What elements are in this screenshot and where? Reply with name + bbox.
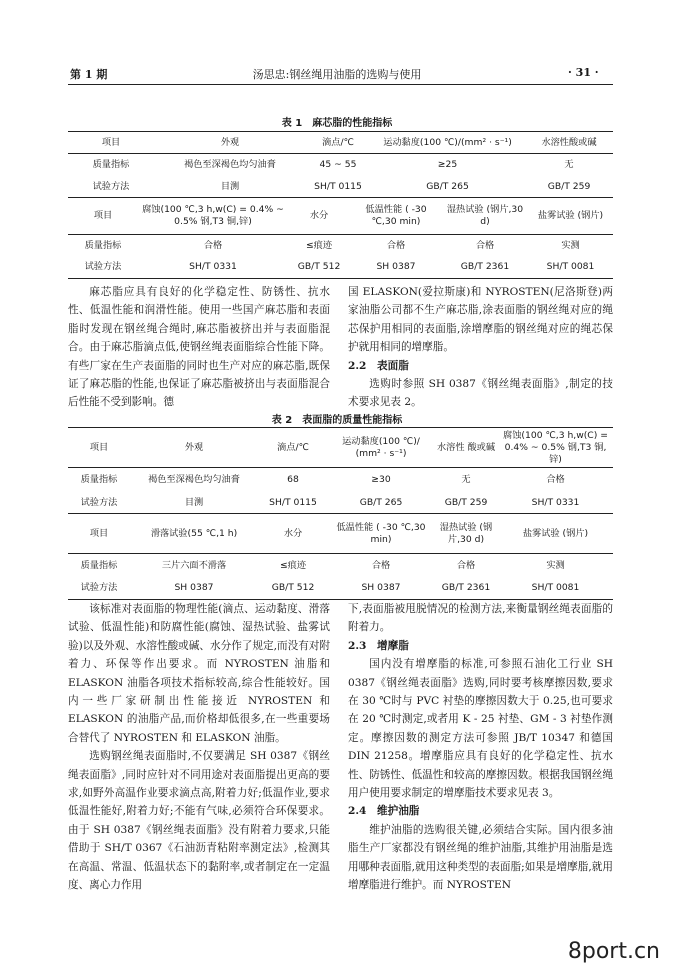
- table-cell: 滴点/℃: [258, 428, 328, 468]
- table-cell: 质量指标: [92, 158, 130, 170]
- table-cell: 合格: [203, 239, 223, 251]
- table1-header-row: [68, 132, 613, 154]
- table-row: [68, 492, 613, 514]
- table-cell: 腐蚀(100 ℃,3 h,w(C) = 0.4% ~ 0.5% 钢,T3 铜,锌): [138, 198, 288, 235]
- table-cell: 滑落试验(55 ℃,1 h): [130, 514, 258, 554]
- table2-part2: [68, 513, 613, 600]
- table-cell: GB/T 265: [359, 496, 403, 508]
- section-heading-2-3: 2.3 增摩脂: [348, 639, 409, 652]
- table-cell: 滴点/℃: [306, 132, 370, 154]
- table2-header-row-2: [68, 514, 613, 554]
- body-paragraph-right: [348, 283, 613, 412]
- table-cell: 腐蚀(100 ℃,3 h,w(C) = 0.4% ~ 0.5% 钢,T3 铜,锌): [498, 428, 613, 468]
- table-cell: ≤痕迹: [279, 559, 307, 571]
- table-cell: 无: [564, 158, 574, 170]
- table-row: [68, 257, 613, 279]
- table-cell: 盐雾试验 (钢片): [498, 514, 613, 554]
- table-cell: 无: [461, 473, 471, 485]
- table-cell: ≥25: [437, 158, 458, 170]
- table-cell: 运动黏度(100 ℃)/ (mm² · s⁻¹): [328, 428, 434, 468]
- table-cell: 项目: [68, 428, 130, 468]
- paragraph: 维护油脂的选购很关键,必须结合实际。国内很多油脂生产厂家都没有钢丝绳的维护油脂,其维护用油脂是选用哪种表面脂,就用这种类型的表面脂;如果是增摩脂,就用增摩脂进行维护。而 NYROSTEN: [348, 823, 613, 892]
- issue-number: 第 1 期: [70, 68, 108, 81]
- table1-caption: 表 1 麻芯脂的性能指标: [281, 118, 393, 129]
- table-cell: 褐色至深褐色均匀油膏: [184, 158, 276, 170]
- table-cell: SH 0387: [130, 578, 258, 600]
- table-cell: 项目: [68, 132, 154, 154]
- paragraph: 选购时参照 SH 0387《钢丝绳表面脂》,制定的技术要求见表 2。: [348, 378, 613, 409]
- table-cell: 45 ~ 55: [319, 158, 357, 170]
- table2-header-row: [68, 428, 613, 468]
- table-cell: 合格: [371, 559, 391, 571]
- table-cell: 合格: [546, 473, 565, 485]
- table-cell: 水分: [258, 514, 328, 554]
- table1-part2: [68, 197, 613, 279]
- table-cell: 试验方法: [68, 257, 138, 279]
- table-cell: SH 0387: [328, 578, 434, 600]
- table-cell: 湿热试验 (钢片,30 d): [442, 198, 528, 235]
- watermark: 8port.cn: [567, 939, 660, 964]
- table-cell: 低温性能 ( -30 ℃,30 min): [328, 514, 434, 554]
- table-cell: ≤痕迹: [305, 239, 333, 251]
- header-rule: [68, 84, 613, 85]
- table-cell: 合格: [456, 559, 476, 571]
- table-cell: 目测: [184, 496, 204, 508]
- table-cell: 项目: [68, 514, 130, 554]
- table-cell: 运动黏度(100 ℃)/(mm² · s⁻¹): [370, 132, 525, 154]
- table-row: [68, 468, 613, 492]
- table-cell: 质量指标: [80, 559, 118, 571]
- table-cell: 实测: [561, 239, 580, 251]
- table-cell: 合格: [475, 239, 495, 251]
- paragraph: 国内没有增摩脂的标准,可参照石油化工行业 SH 0387《钢丝绳表面脂》选购,同时要考核摩擦因数,要求在 30 ℃时与 PVC 衬垫的摩擦因数大于 0.25,也可要求在 20 ℃时测定,或者用 K - 25 衬垫、GM - 3 衬垫作测定。摩擦因数的测定方法可参照 JB/T 10347 和德国 DIN 21258。增摩脂应具有良好的化学稳定性、抗水性、防锈性、低温性和较高的摩擦因数。根据我国钢丝绳用户使用要求制定的增摩脂技术要求见表 3。: [348, 658, 613, 800]
- table-row: [68, 154, 613, 176]
- table-cell: 试验方法: [68, 578, 130, 600]
- paragraph: 麻芯脂应具有良好的化学稳定性、防锈性、抗水性、低温性能和润滑性能。使用一些国产麻芯脂和表面脂时发现在钢丝绳合绳时,麻芯脂被挤出并与表面脂混合。由于麻芯脂滴点低,使钢丝绳表面脂综合性能下降。有些厂家在生产表面脂的同时也生产对应的麻芯脂,既保证了麻芯脂的性能,也保证了麻芯脂被挤出与表面脂混合后性能不受到影响。德: [68, 286, 330, 409]
- table-cell: 合格: [386, 239, 406, 251]
- table-cell: 目测: [220, 180, 240, 192]
- table-cell: 试验方法: [92, 180, 130, 192]
- section-heading-2-2: 2.2 表面脂: [348, 359, 409, 372]
- table-cell: SH/T 0115: [314, 180, 362, 192]
- table2: [68, 427, 613, 514]
- table-cell: SH/T 0115: [269, 496, 317, 508]
- table-cell: 68: [287, 473, 299, 485]
- table-cell: 水溶性 酸或碱: [434, 428, 498, 468]
- table-cell: 三片六面不滑落: [161, 559, 227, 571]
- table-cell: SH/T 0331: [531, 496, 580, 508]
- table-cell: GB/T 265: [426, 180, 469, 192]
- table-cell: GB/T 259: [547, 180, 591, 192]
- table2-caption: 表 2 表面脂的质量性能指标: [271, 415, 403, 426]
- table-cell: 试验方法: [80, 496, 118, 508]
- table-cell: 外观: [130, 428, 258, 468]
- table-cell: SH/T 0081: [498, 578, 613, 600]
- table-cell: 质量指标: [80, 473, 118, 485]
- table-cell: SH 0387: [350, 257, 442, 279]
- table-cell: 水溶性酸或碱: [525, 132, 613, 154]
- table-cell: GB/T 2361: [434, 578, 498, 600]
- paragraph: 国 ELASKON(爱拉斯康)和 NYROSTEN(尼洛斯登)两家油脂公司都不生产麻芯脂,涂表面脂的钢丝绳对应的绳芯保护用相同的表面脂,涂增摩脂的钢丝绳对应的绳芯保护就用相同的增摩脂。: [348, 286, 613, 354]
- table-cell: 项目: [68, 198, 138, 235]
- table-row: [68, 554, 613, 578]
- table-cell: 盐雾试验 (钢片): [528, 198, 613, 235]
- table-cell: 水分: [288, 198, 350, 235]
- paragraph: 该标准对表面脂的物理性能(滴点、运动黏度、滑落试验、低温性能)和防腐性能(腐蚀、湿热试验、盐雾试验)以及外观、水溶性酸或碱、水分作了规定,而没有对附着力、环保等作出要求。而 NYROSTEN 油脂和 ELASKON 油脂各项技术指标较高,综合性能较好。国内一些厂家研制出性能接近 NYROSTEN 和 ELASKON 的油脂产品,而价格却低很多,在一些重要场合替代了 NYROSTEN 和 ELASKON 油脂。: [68, 603, 330, 744]
- table-cell: GB/T 512: [258, 578, 328, 600]
- table-cell: GB/T 259: [444, 496, 488, 508]
- table-row: [68, 176, 613, 198]
- table-cell: 褐色至深褐色均匀油膏: [148, 473, 240, 485]
- paragraph: 选购钢丝绳表面脂时,不仅要满足 SH 0387《钢丝绳表面脂》,同时应针对不同用途对表面脂提出更高的要求,如野外高温作业要求滴点高,附着力好;低温作业,要求低温性能好,附着力好;不能有气味,必须符合环保要求。由于 SH 0387《钢丝绳表面脂》没有附着力要求,只能借助于 SH/T 0367《石油沥青粘附率测定法》,检测其在高温、常温、低温状态下的黏附率,或者制定在一定温度、离心力作用: [68, 750, 330, 892]
- table-cell: GB/T 512: [288, 257, 350, 279]
- table-cell: 湿热试验 (钢片,30 d): [434, 514, 498, 554]
- table-cell: GB/T 2361: [442, 257, 528, 279]
- table-row: [68, 578, 613, 600]
- page-number: · 31 ·: [568, 66, 599, 79]
- right-column: [348, 600, 613, 895]
- section-heading-2-4: 2.4 维护油脂: [348, 805, 420, 818]
- table1-header-row-2: [68, 198, 613, 235]
- table-cell: 实测: [546, 559, 565, 571]
- table-cell: 外观: [154, 132, 306, 154]
- table1: [68, 131, 613, 198]
- table-cell: 低温性能 ( -30 ℃,30 min): [350, 198, 442, 235]
- body-paragraph-left: [68, 283, 330, 412]
- table-cell: 质量指标: [84, 239, 122, 251]
- running-title: 汤思忠:钢丝绳用油脂的选购与使用: [252, 68, 422, 81]
- table-cell: SH/T 0331: [138, 257, 288, 279]
- left-column: [68, 600, 330, 895]
- table-cell: SH/T 0081: [528, 257, 613, 279]
- table-cell: ≥30: [371, 473, 391, 485]
- paragraph: 下,表面脂被甩脱情况的检测方法,来衡量钢丝绳表面脂的附着力。: [348, 603, 613, 634]
- table-row: [68, 235, 613, 257]
